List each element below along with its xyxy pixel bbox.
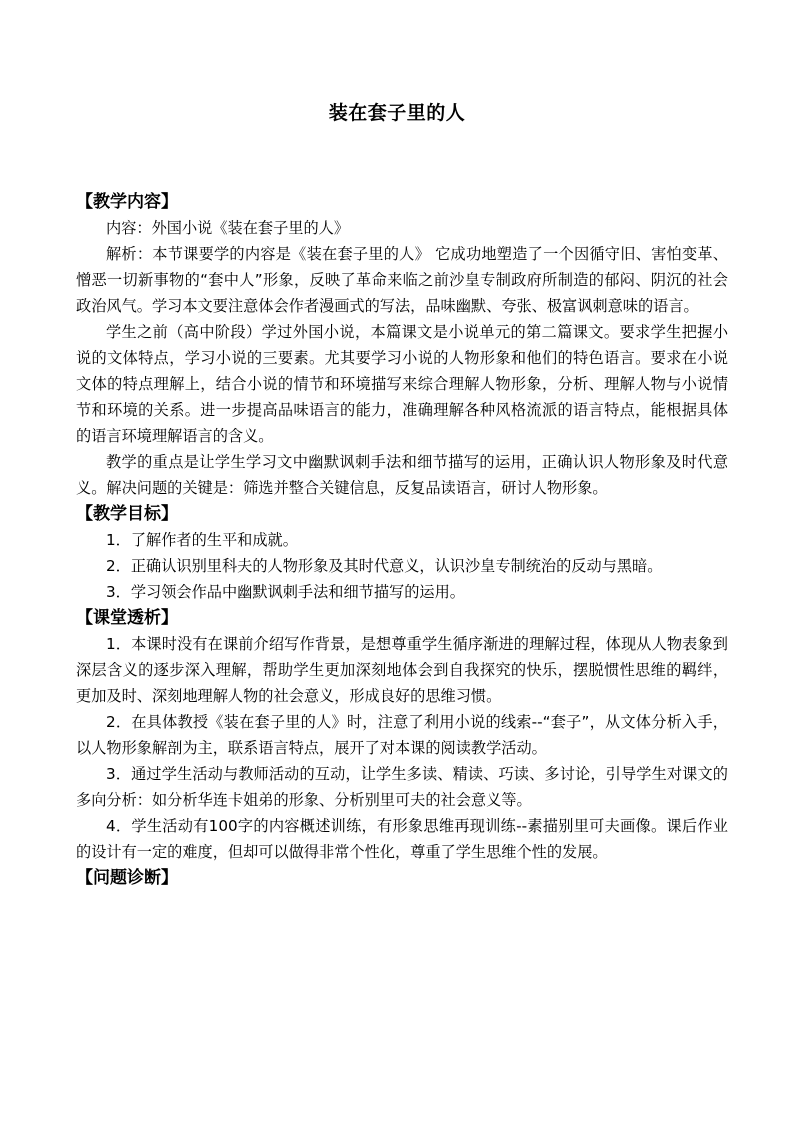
document-body (76, 189, 728, 891)
analysis-paragraph: 3．通过学生活动与教师活动的互动，让学生多读、精读、巧读、多讨论，引导学生对课文的多向分析：如分析华连卡姐弟的形象、分析别里可夫的社会意义等。 (76, 765, 728, 809)
paragraph-analysis: 解析：本节课要学的内容是《装在套子里的人》 它成功地塑造了一个因循守旧、害怕变革、憎恶一切新事物的“套中人”形象，反映了革命来临之前沙皇专制政府所制造的郁闷、阴沉的社会政治风气。学习本文要注意体会作者漫画式的写法，品味幽默、夸张、极富讽刺意味的语言。 (76, 245, 728, 315)
analysis-paragraph: 4．学生活动有100字的内容概述训练，有形象思维再现训练--素描别里可夫画像。课后作业的设计有一定的难度，但却可以做得非常个性化，尊重了学生思维个性的发展。 (76, 817, 728, 861)
section-heading-teaching-content: 【教学内容】 (76, 192, 178, 212)
section-heading-teaching-goals: 【教学目标】 (76, 504, 178, 524)
section-heading-classroom-analysis: 【课堂透析】 (76, 608, 178, 628)
goal-item: 2．正确认识别里科夫的人物形象及其时代意义，认识沙皇专制统治的反动与黑暗。 (106, 557, 663, 575)
goal-item: 1．了解作者的生平和成就。 (106, 531, 298, 549)
analysis-paragraph: 2．在具体教授《装在套子里的人》时，注意了利用小说的线索--“套子”，从文体分析入手，以人物形象解剖为主，联系语言特点，展开了对本课的阅读教学活动。 (76, 713, 728, 757)
goal-item: 3．学习领会作品中幽默讽刺手法和细节描写的运用。 (106, 583, 465, 601)
document-title: 装在套子里的人 (328, 102, 466, 124)
paragraph-student-background: 学生之前（高中阶段）学过外国小说，本篇课文是小说单元的第二篇课文。要求学生把握小说的文体特点，学习小说的三要素。尤其要学习小说的人物形象和他们的特色语言。要求在小说文体的特点理解上，结合小说的情节和环境描写来综合理解人物形象，分析、理解人物与小说情节和环境的关系。进一步提高品味语言的能力，准确理解各种风格流派的语言特点，能根据具体的语言环境理解语言的含义。 (76, 323, 728, 445)
section-heading-problem-diagnosis: 【问题诊断】 (76, 868, 178, 888)
paragraph-content: 内容：外国小说《装在套子里的人》 (106, 219, 349, 237)
analysis-paragraph: 1．本课时没有在课前介绍写作背景，是想尊重学生循序渐进的理解过程，体现从人物表象到深层含义的逐步深入理解，帮助学生更加深刻地体会到自我探究的快乐，摆脱惯性思维的羁绊，更加及时、深刻地理解人物的社会意义，形成良好的思维习惯。 (76, 635, 728, 705)
paragraph-teaching-focus: 教学的重点是让学生学习文中幽默讽刺手法和细节描写的运用，正确认识人物形象及时代意义。解决问题的关键是：筛选并整合关键信息，反复品读语言，研讨人物形象。 (76, 453, 728, 497)
